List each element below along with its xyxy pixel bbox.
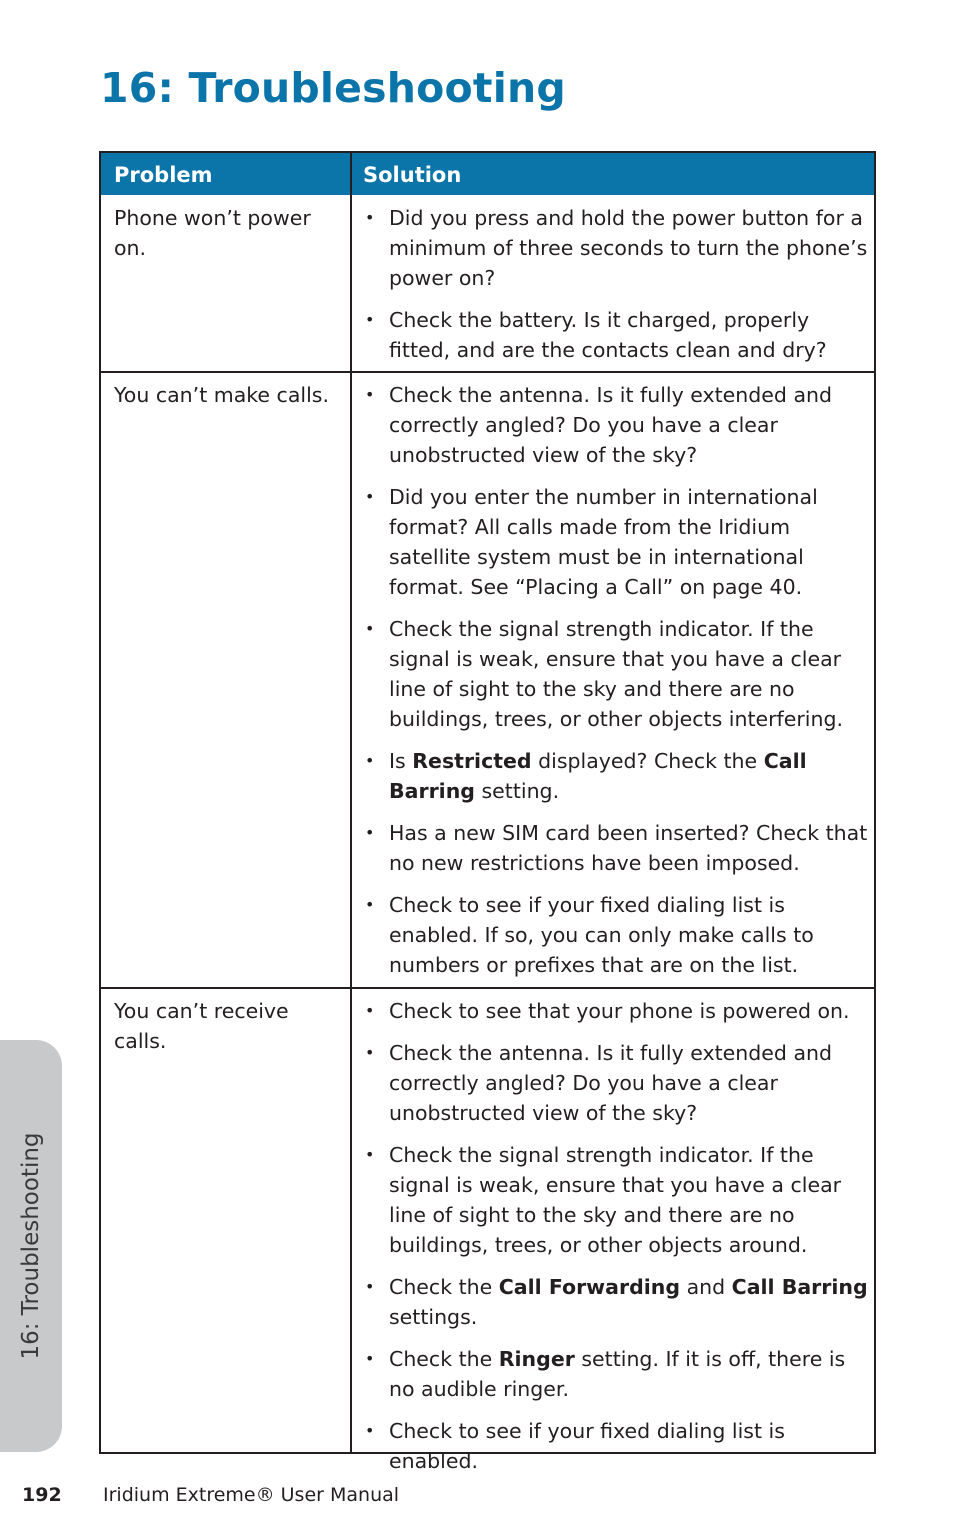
- header-problem: Problem: [114, 163, 213, 187]
- bold-term: Call Forwarding: [498, 1275, 681, 1299]
- problem-cell: You can’t receive calls.: [114, 999, 289, 1053]
- solution-list: [363, 380, 873, 992]
- solution-item: • Did you enter the number in international format? All calls made from the Iridium satellite system must be in international format. See “Placing a Call” on page 40.: [363, 482, 873, 602]
- solution-item: • Did you press and hold the power button for a minimum of three seconds to turn the phone’s power on?: [363, 203, 873, 293]
- column-divider: [350, 153, 352, 1452]
- solution-item: • Check to see if your fixed dialing list is enabled. If so, you can only make calls to numbers or prefixes that are on the list.: [363, 890, 873, 980]
- troubleshooting-table: [99, 151, 876, 1473]
- solution-item: • Has a new SIM card been inserted? Check that no new restrictions have been imposed.: [363, 818, 873, 878]
- solution-item: • Check to see that your phone is powered on.: [363, 996, 873, 1026]
- solution-item: • Check to see if your fixed dialing list is enabled.: [363, 1416, 873, 1476]
- solution-item: • Check the Call Forwarding and Call Barring settings.: [363, 1272, 873, 1332]
- solution-item: • Check the signal strength indicator. If the signal is weak, ensure that you have a clear line of sight to the sky and there are no buildings, trees, or other objects interfering.: [363, 614, 873, 734]
- problem-cell: Phone won’t power on.: [114, 206, 311, 260]
- table-header: [101, 153, 874, 195]
- solution-item: • Check the battery. Is it charged, properly fitted, and are the contacts clean and dry?: [363, 305, 873, 365]
- page-title: 16: Troubleshooting: [100, 64, 566, 112]
- solution-item: • Check the signal strength indicator. If the signal is weak, ensure that you have a clear line of sight to the sky and there are no buildings, trees, or other objects around.: [363, 1140, 873, 1260]
- solution-list: [363, 996, 873, 1488]
- manual-title: Iridium Extreme® User Manual: [103, 1484, 400, 1506]
- bold-term: Restricted: [412, 749, 532, 773]
- problem-cell: You can’t make calls.: [114, 383, 329, 407]
- bold-term: Call Barring: [731, 1275, 868, 1299]
- chapter-side-tab: [0, 1040, 62, 1452]
- solution-list: [363, 203, 873, 377]
- side-tab-label: 16: Troubleshooting: [18, 1132, 44, 1360]
- solution-item: • Check the Ringer setting. If it is off, there is no audible ringer.: [363, 1344, 873, 1404]
- page-number: 192: [22, 1484, 62, 1506]
- solution-item: • Check the antenna. Is it fully extended and correctly angled? Do you have a clear unobstructed view of the sky?: [363, 1038, 873, 1128]
- bold-term: Call Barring: [389, 749, 807, 803]
- solution-item: • Is Restricted displayed? Check the Call Barring setting.: [363, 746, 873, 806]
- solution-item: • Check the antenna. Is it fully extended and correctly angled? Do you have a clear unobstructed view of the sky?: [363, 380, 873, 470]
- header-solution: Solution: [363, 163, 462, 187]
- bold-term: Ringer: [498, 1347, 575, 1371]
